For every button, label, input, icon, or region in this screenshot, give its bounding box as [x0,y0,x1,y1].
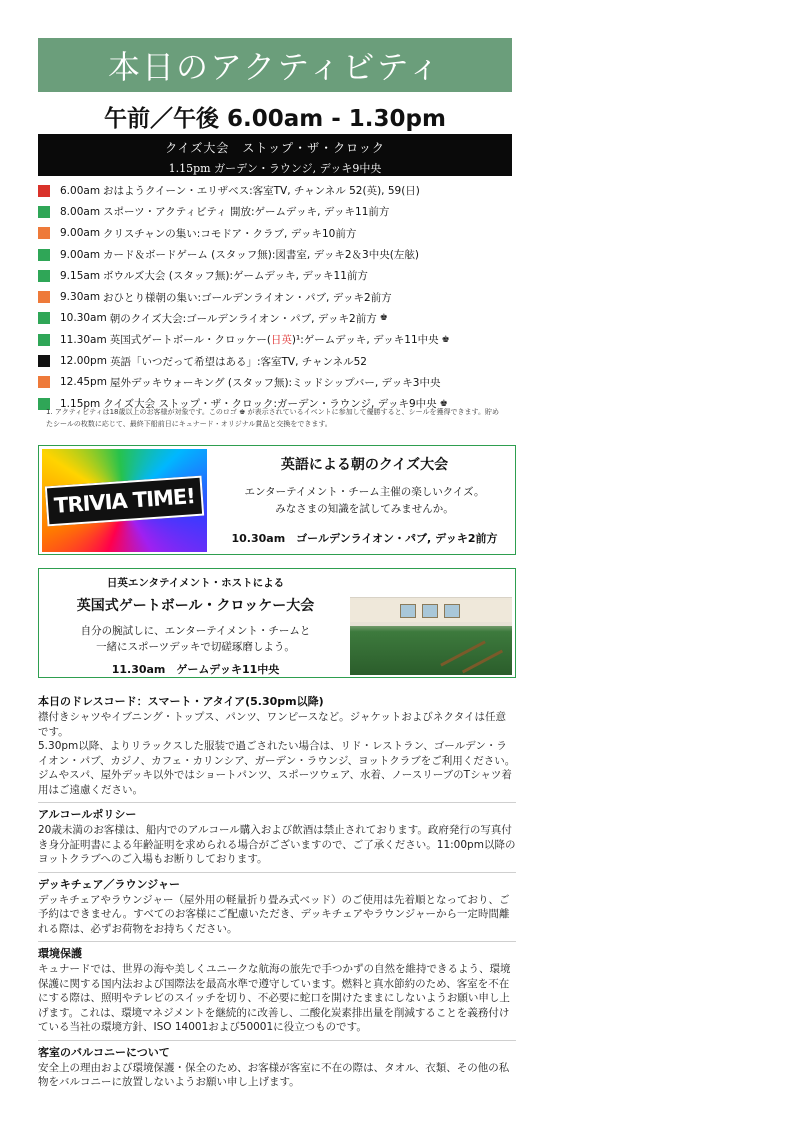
schedule-time: 12.00pm [60,355,107,368]
section-heading: 客室のバルコニーについて [38,1045,170,1059]
croquet-when: 11.30am ゲームデッキ11中央 [111,663,280,676]
schedule-item [38,329,512,350]
trivia-image [42,449,207,552]
section-paragraph: 安全上の理由および環境保護・保全のため、お客様が客室に不在の際は、タオル、衣類、その他の私物をバルコニーに放置しないようお願い申し上げます。 [38,1061,510,1088]
category-color-marker [38,291,50,303]
croquet-subtitle: 日英エンタテイメント・ホストによる [106,577,285,589]
info-section [38,690,516,802]
schedule-item [38,350,512,371]
schedule-time: 9.15am [60,269,101,282]
schedule-text: 英語「いつだって希望はある」:客室TV, チャンネル52 [109,355,367,368]
schedule-text: 英国式ゲートボール・クロッケー( [109,334,271,347]
section-paragraph: デッキチェアやラウンジャー（屋外用の軽量折り畳み式ベッド）のご使用は先着順となっており、ご予約はできません。すべてのお客様にご配慮いただき、デッキチェアやラウンジャーから一定時間離れる際は、必ずお荷物をお持ちください。 [38,893,510,935]
schedule-item [38,372,512,393]
schedule-time: 12.45pm [60,376,107,389]
featured-event-bar [38,134,512,176]
schedule-text: カード＆ボードゲーム (スタッフ無):図書室, デッキ2＆3中央(左舷) [103,249,419,262]
trivia-when: 10.30am ゴールデンライオン・パブ, デッキ2前方 [231,532,498,545]
schedule-item [38,308,512,329]
info-section [38,941,516,1040]
section-paragraph: 5.30pm以降、よりリラックスした服装で過ごされたい場合は、リド・レストラン、ゴールデン・ライオン・パブ、カジノ、カフェ・カリンシア、ガーデン・ラウンジ、ヨットクラブをご利用ください。ジムやスパ、屋外デッキ以外ではショートパンツ、スポーツウェア、水着、ノースリーブのTシャツ着用はご遠慮ください。 [38,740,516,796]
schedule-time: 9.00am [60,227,101,240]
sticker-crown-icon: ♚ [379,313,388,324]
category-color-marker [38,185,50,197]
schedule-time: 1.15pm [60,397,101,410]
schedule-item [38,201,512,222]
category-color-marker [38,376,50,388]
trivia-card [38,445,516,555]
category-color-marker [38,249,50,261]
time-header: 午前／午後 6.00am - 1.30pm [104,106,446,132]
schedule-text: スポーツ・アクティビティ 開放:ゲームデッキ, デッキ11前方 [103,206,390,219]
schedule-time: 10.30am [60,312,107,325]
page-title-banner [38,38,512,92]
section-paragraph: 襟付きシャツやイブニング・トップス、パンツ、ワンピースなど。ジャケットおよびネクタイは任意です。 [38,711,506,738]
trivia-desc-line2: みなさまの知識を試してみませんか。 [275,503,454,515]
schedule-text: )¹:ゲームデッキ, デッキ11中央 [291,334,439,347]
schedule-text: おはようクイーン・エリザベス:客室TV, チャンネル 52(英), 59(日) [103,185,420,198]
schedule-item [38,265,512,286]
schedule-time: 8.00am [60,205,101,218]
schedule-text: 屋外デッキウォーキング (スタッフ無):ミッドシップバー, デッキ3中央 [109,376,441,389]
schedule-item [38,223,512,244]
schedule-time: 11.30am [60,333,107,346]
info-sections [38,690,516,1095]
category-color-marker [38,270,50,282]
schedule-text: ボウルズ大会 (スタッフ無):ゲームデッキ, デッキ11前方 [103,270,368,283]
schedule-list [38,180,512,414]
croquet-title: 英国式ゲートボール・クロッケー大会 [76,598,315,614]
category-color-marker [38,355,50,367]
featured-event-location: 1.15pm ガーデン・ラウンジ, デッキ9中央 [168,162,382,175]
category-color-marker [38,206,50,218]
info-section [38,802,516,872]
schedule-text: 朝のクイズ大会:ゴールデンライオン・パブ, デッキ2前方 [109,312,377,325]
schedule-time: 9.00am [60,248,101,261]
category-color-marker [38,334,50,346]
croquet-desc-line1: 自分の腕試しに、エンターテイメント・チームと [80,625,311,637]
schedule-text: 日英 [270,334,292,347]
trivia-title: 英語による朝のクイズ大会 [280,457,449,473]
schedule-item [38,180,512,201]
section-paragraph: 20歳未満のお客様は、船内でのアルコール購入および飲酒は禁止されております。政府発行の写真付き身分証明書による年齢証明を求められる場合がございますので、ご了承ください。11:00pm以降のヨットクラブへのご入場もお断りしております。 [38,824,516,865]
schedule-time: 6.00am [60,184,101,197]
category-color-marker [38,227,50,239]
footnote: 1. アクティビティは18歳以上のお客様が対象です。このロゴ ♚ が表示されているイベントに参加して優勝すると、シールを獲得できます。貯めたシールの枚数に応じて、最終下船前日にキュナード・オリジナル賞品と交換をできます。 [46,408,499,428]
schedule-time: 9.30am [60,291,101,304]
schedule-item [38,244,512,265]
sticker-crown-icon: ♚ [441,334,450,345]
schedule-item [38,286,512,307]
category-color-marker [38,312,50,324]
croquet-deck-photo [350,572,512,675]
featured-event-title: クイズ大会 ストップ・ザ・クロック [165,141,385,155]
section-paragraph: キュナードでは、世界の海や美しくユニークな航海の旅先で手つかずの自然を維持できるよう、環境保護に関する国内法および国際法を最高水準で遵守しています。燃料と真水節約のため、客室を不在にする際は、照明やテレビのスイッチを切り、不必要に蛇口を開けたままにしないようお願い申し上げます。これは、環境マネジメントを継続的に改善し、二酸化炭素排出量を削減することを義務付けている当社の環境方針、ISO 14001および50001に役立つものです。 [38,963,511,1033]
info-section [38,872,516,942]
schedule-text: クリスチャンの集い:コモドア・クラブ, デッキ10前方 [103,227,357,240]
trivia-desc-line1: エンターテイメント・チーム主催の楽しいクイズ。 [244,486,485,498]
section-heading: デッキチェア／ラウンジャー [38,877,180,891]
section-heading: アルコールポリシー [38,808,137,821]
section-heading: 本日のドレスコード：スマート・アタイア(5.30pm以降) [38,695,324,708]
trivia-logo: TRIVIA TIME! [45,475,204,526]
sticker-crown-icon: ♚ [439,398,448,409]
info-section [38,1040,516,1095]
page-title: 本日のアクティビティ [108,48,442,86]
croquet-desc-line2: 一緒にスポーツデッキで切磋琢磨しよう。 [96,641,295,653]
schedule-text: クイズ大会 ストップ・ザ・クロック:ガーデン・ラウンジ, デッキ9中央 [103,398,437,411]
schedule-text: おひとり様朝の集い:ゴールデンライオン・パブ, デッキ2前方 [103,291,392,304]
section-heading: 環境保護 [38,947,82,960]
croquet-card [38,568,516,678]
